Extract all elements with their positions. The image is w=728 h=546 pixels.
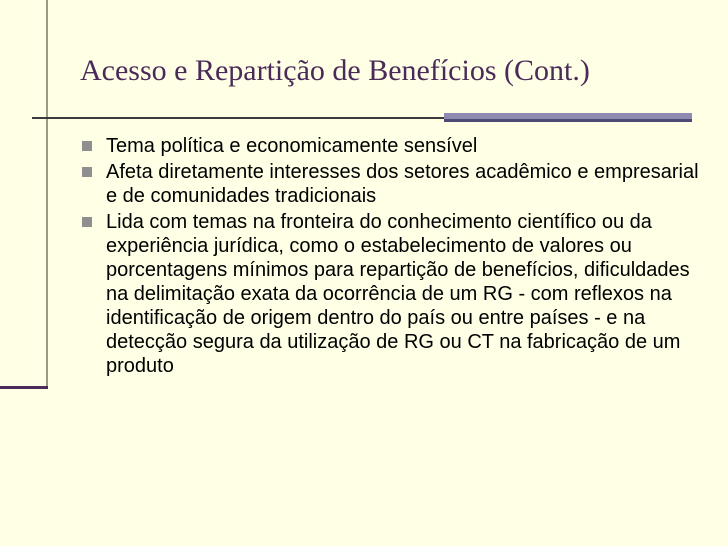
bullet-list xyxy=(82,134,702,380)
bullet-item xyxy=(82,210,702,378)
square-bullet-icon xyxy=(82,217,92,227)
bullet-text: Tema política e economicamente sensível xyxy=(106,135,478,157)
left-vertical-rule xyxy=(46,0,48,388)
bullet-item xyxy=(82,160,702,208)
slide-title: Acesso e Repartição de Benefícios (Cont.) xyxy=(80,54,590,87)
bullet-item xyxy=(82,134,702,158)
square-bullet-icon xyxy=(82,167,92,177)
left-rule-accent xyxy=(0,386,48,389)
bullet-text: Afeta diretamente interesses dos setores acadêmico e empresarial e de comunidades tradicionais xyxy=(106,161,699,207)
square-bullet-icon xyxy=(82,141,92,151)
title-accent-bar-shadow xyxy=(444,119,692,122)
bullet-text: Lida com temas na fronteira do conhecimento científico ou da experiência jurídica, como o estabelecimento de valores ou porcentagens mínimos para repartição de benefícios, dificuldades na delimitação exata da ocorrência de um RG - com reflexos na identificação de origem dentro do país ou entre países - e na detecção segura da utilização de RG ou CT na fabricação de um produto xyxy=(106,211,690,377)
title-underline xyxy=(32,117,444,119)
